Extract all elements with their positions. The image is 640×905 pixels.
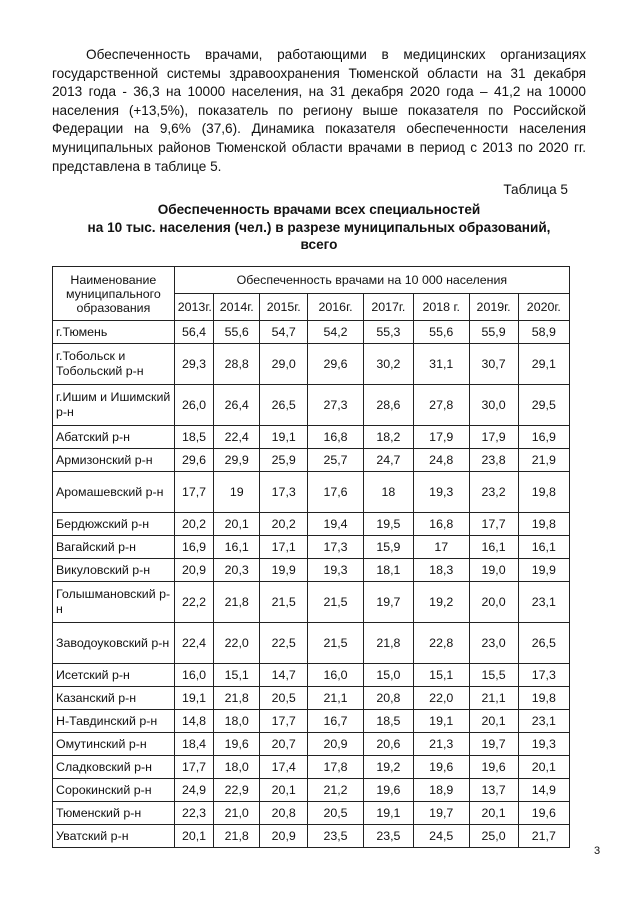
value-cell: 20,7 — [260, 733, 308, 756]
intro-paragraph: Обеспеченность врачами, работающими в медицинских организациях государственной системы здравоохранения Тюменской области на 31 декабря 2013 года - 36,3 на 10000 населения, на 31 декабря 2020 года – 41,2 на 10000 населения (+13,5%), показатель по региону выше показателя по Российской Федерации на 9,6% (37,6). Динамика показателя обеспеченности населения муниципальных районов Тюменской области врачами в период с 2013 по 2020 гг. представлена в таблице 5. — [52, 47, 586, 174]
table-row — [53, 321, 570, 344]
value-cell: 20,1 — [260, 779, 308, 802]
value-cell: 20,1 — [469, 802, 518, 825]
value-cell: 15,5 — [469, 664, 518, 687]
municipality-name-cell: г.Тюмень — [53, 321, 175, 344]
value-cell: 23,2 — [469, 472, 518, 513]
table-row — [53, 687, 570, 710]
value-cell: 20,1 — [214, 513, 260, 536]
doctors-per-capita-table — [52, 266, 570, 848]
value-cell: 15,1 — [413, 664, 469, 687]
year-header: 2018 г. — [413, 294, 469, 321]
value-cell: 21,8 — [214, 687, 260, 710]
table-row — [53, 756, 570, 779]
value-cell: 20,1 — [174, 825, 214, 848]
table-row — [53, 733, 570, 756]
value-cell: 16,8 — [308, 426, 364, 449]
value-cell: 55,6 — [413, 321, 469, 344]
value-cell: 17,7 — [469, 513, 518, 536]
table-row — [53, 802, 570, 825]
value-cell: 20,8 — [260, 802, 308, 825]
value-cell: 17 — [413, 536, 469, 559]
coverage-group-header: Обеспеченность врачами на 10 000 населения — [174, 267, 569, 294]
value-cell: 21,8 — [214, 582, 260, 623]
table-title — [52, 201, 586, 254]
value-cell: 20,9 — [174, 559, 214, 582]
value-cell: 21,3 — [413, 733, 469, 756]
value-cell: 19,9 — [260, 559, 308, 582]
value-cell: 29,1 — [518, 344, 569, 385]
value-cell: 16,7 — [308, 710, 364, 733]
table-row — [53, 426, 570, 449]
value-cell: 19,8 — [518, 472, 569, 513]
municipality-name-cell: Сорокинский р-н — [53, 779, 175, 802]
value-cell: 20,5 — [308, 802, 364, 825]
table-row — [53, 344, 570, 385]
value-cell: 19,1 — [260, 426, 308, 449]
value-cell: 26,5 — [260, 385, 308, 426]
value-cell: 20,3 — [214, 559, 260, 582]
value-cell: 18,5 — [174, 426, 214, 449]
table-row — [53, 710, 570, 733]
value-cell: 17,3 — [308, 536, 364, 559]
value-cell: 21,5 — [260, 582, 308, 623]
value-cell: 19,6 — [469, 756, 518, 779]
value-cell: 19,3 — [413, 472, 469, 513]
value-cell: 21,0 — [214, 802, 260, 825]
value-cell: 30,0 — [469, 385, 518, 426]
value-cell: 26,4 — [214, 385, 260, 426]
year-header: 2014г. — [214, 294, 260, 321]
value-cell: 19,2 — [413, 582, 469, 623]
year-header: 2019г. — [469, 294, 518, 321]
value-cell: 58,9 — [518, 321, 569, 344]
value-cell: 17,1 — [260, 536, 308, 559]
value-cell: 23,5 — [308, 825, 364, 848]
value-cell: 23,8 — [469, 449, 518, 472]
value-cell: 19,8 — [518, 687, 569, 710]
value-cell: 19,6 — [363, 779, 413, 802]
value-cell: 19,3 — [308, 559, 364, 582]
municipality-name-cell: Аромашевский р-н — [53, 472, 175, 513]
value-cell: 20,5 — [260, 687, 308, 710]
value-cell: 29,6 — [308, 344, 364, 385]
value-cell: 26,5 — [518, 623, 569, 664]
year-header: 2017г. — [363, 294, 413, 321]
value-cell: 20,8 — [363, 687, 413, 710]
value-cell: 17,7 — [174, 756, 214, 779]
value-cell: 20,1 — [469, 710, 518, 733]
value-cell: 25,0 — [469, 825, 518, 848]
value-cell: 18,9 — [413, 779, 469, 802]
value-cell: 20,2 — [260, 513, 308, 536]
value-cell: 19 — [214, 472, 260, 513]
value-cell: 16,9 — [174, 536, 214, 559]
value-cell: 16,8 — [413, 513, 469, 536]
value-cell: 15,1 — [214, 664, 260, 687]
value-cell: 23,0 — [469, 623, 518, 664]
value-cell: 56,4 — [174, 321, 214, 344]
value-cell: 15,9 — [363, 536, 413, 559]
value-cell: 20,9 — [308, 733, 364, 756]
value-cell: 19,1 — [363, 802, 413, 825]
municipality-name-cell: Н-Тавдинский р-н — [53, 710, 175, 733]
value-cell: 29,6 — [174, 449, 214, 472]
value-cell: 29,5 — [518, 385, 569, 426]
municipality-name-cell: Казанский р-н — [53, 687, 175, 710]
value-cell: 19,1 — [413, 710, 469, 733]
value-cell: 19,6 — [518, 802, 569, 825]
year-header: 2016г. — [308, 294, 364, 321]
value-cell: 22,5 — [260, 623, 308, 664]
value-cell: 19,7 — [469, 733, 518, 756]
value-cell: 23,1 — [518, 710, 569, 733]
value-cell: 17,3 — [518, 664, 569, 687]
table-row — [53, 449, 570, 472]
value-cell: 19,9 — [518, 559, 569, 582]
value-cell: 27,3 — [308, 385, 364, 426]
value-cell: 23,1 — [518, 582, 569, 623]
value-cell: 18,0 — [214, 756, 260, 779]
value-cell: 18,2 — [363, 426, 413, 449]
table-row — [53, 582, 570, 623]
table-row — [53, 472, 570, 513]
value-cell: 19,0 — [469, 559, 518, 582]
value-cell: 14,7 — [260, 664, 308, 687]
value-cell: 17,9 — [413, 426, 469, 449]
value-cell: 22,9 — [214, 779, 260, 802]
municipality-name-cell: Викуловский р-н — [53, 559, 175, 582]
table-title-line-2: на 10 тыс. населения (чел.) в разрезе муниципальных образований, — [87, 219, 551, 235]
municipality-name-cell: Заводоуковский р-н — [53, 623, 175, 664]
value-cell: 19,6 — [413, 756, 469, 779]
municipality-name-cell: г.Тобольск и Тобольский р-н — [53, 344, 175, 385]
value-cell: 24,9 — [174, 779, 214, 802]
value-cell: 55,6 — [214, 321, 260, 344]
municipality-name-cell: Голышмановский р-н — [53, 582, 175, 623]
table-row — [53, 385, 570, 426]
value-cell: 18,3 — [413, 559, 469, 582]
value-cell: 24,5 — [413, 825, 469, 848]
table-row — [53, 779, 570, 802]
value-cell: 19,6 — [214, 733, 260, 756]
value-cell: 19,7 — [363, 582, 413, 623]
value-cell: 13,7 — [469, 779, 518, 802]
municipality-name-cell: Бердюжский р-н — [53, 513, 175, 536]
year-header: 2013г. — [174, 294, 214, 321]
value-cell: 19,7 — [413, 802, 469, 825]
value-cell: 55,3 — [363, 321, 413, 344]
value-cell: 29,0 — [260, 344, 308, 385]
value-cell: 28,6 — [363, 385, 413, 426]
value-cell: 17,4 — [260, 756, 308, 779]
value-cell: 21,9 — [518, 449, 569, 472]
value-cell: 19,8 — [518, 513, 569, 536]
value-cell: 21,2 — [308, 779, 364, 802]
year-header: 2020г. — [518, 294, 569, 321]
value-cell: 16,9 — [518, 426, 569, 449]
value-cell: 30,7 — [469, 344, 518, 385]
municipality-name-cell: Вагайский р-н — [53, 536, 175, 559]
table-row — [53, 536, 570, 559]
value-cell: 22,0 — [413, 687, 469, 710]
value-cell: 20,2 — [174, 513, 214, 536]
value-cell: 23,5 — [363, 825, 413, 848]
value-cell: 24,8 — [413, 449, 469, 472]
value-cell: 19,5 — [363, 513, 413, 536]
value-cell: 28,8 — [214, 344, 260, 385]
value-cell: 24,7 — [363, 449, 413, 472]
value-cell: 17,8 — [308, 756, 364, 779]
municipality-name-cell: Исетский р-н — [53, 664, 175, 687]
table-row — [53, 825, 570, 848]
value-cell: 16,1 — [518, 536, 569, 559]
value-cell: 21,1 — [308, 687, 364, 710]
value-cell: 19,1 — [174, 687, 214, 710]
value-cell: 22,2 — [174, 582, 214, 623]
value-cell: 17,9 — [469, 426, 518, 449]
value-cell: 54,2 — [308, 321, 364, 344]
value-cell: 19,2 — [363, 756, 413, 779]
municipality-name-cell: Омутинский р-н — [53, 733, 175, 756]
value-cell: 20,6 — [363, 733, 413, 756]
value-cell: 29,9 — [214, 449, 260, 472]
value-cell: 16,0 — [174, 664, 214, 687]
page-number: 3 — [594, 845, 601, 857]
value-cell: 15,0 — [363, 664, 413, 687]
value-cell: 29,3 — [174, 344, 214, 385]
value-cell: 20,1 — [518, 756, 569, 779]
value-cell: 18,1 — [363, 559, 413, 582]
value-cell: 18 — [363, 472, 413, 513]
value-cell: 31,1 — [413, 344, 469, 385]
value-cell: 17,6 — [308, 472, 364, 513]
value-cell: 22,3 — [174, 802, 214, 825]
value-cell: 21,7 — [518, 825, 569, 848]
table-title-line-3: всего — [300, 237, 338, 252]
value-cell: 25,7 — [308, 449, 364, 472]
value-cell: 22,4 — [174, 623, 214, 664]
value-cell: 18,4 — [174, 733, 214, 756]
value-cell: 17,3 — [260, 472, 308, 513]
table-label: Таблица 5 — [503, 182, 568, 197]
municipality-name-cell: Абатский р-н — [53, 426, 175, 449]
value-cell: 18,5 — [363, 710, 413, 733]
value-cell: 22,0 — [214, 623, 260, 664]
municipality-name-cell: Уватский р-н — [53, 825, 175, 848]
value-cell: 54,7 — [260, 321, 308, 344]
value-cell: 25,9 — [260, 449, 308, 472]
value-cell: 17,7 — [260, 710, 308, 733]
value-cell: 14,8 — [174, 710, 214, 733]
table-row — [53, 559, 570, 582]
municipality-name-cell: г.Ишим и Ишимский р-н — [53, 385, 175, 426]
value-cell: 19,3 — [518, 733, 569, 756]
value-cell: 22,8 — [413, 623, 469, 664]
table-row — [53, 623, 570, 664]
value-cell: 55,9 — [469, 321, 518, 344]
value-cell: 16,0 — [308, 664, 364, 687]
value-cell: 19,4 — [308, 513, 364, 536]
table-row — [53, 664, 570, 687]
value-cell: 21,8 — [214, 825, 260, 848]
value-cell: 20,9 — [260, 825, 308, 848]
value-cell: 16,1 — [469, 536, 518, 559]
municipality-name-cell: Сладковский р-н — [53, 756, 175, 779]
value-cell: 21,5 — [308, 582, 364, 623]
value-cell: 21,1 — [469, 687, 518, 710]
value-cell: 26,0 — [174, 385, 214, 426]
value-cell: 27,8 — [413, 385, 469, 426]
value-cell: 30,2 — [363, 344, 413, 385]
value-cell: 16,1 — [214, 536, 260, 559]
value-cell: 22,4 — [214, 426, 260, 449]
municipality-name-cell: Тюменский р-н — [53, 802, 175, 825]
table-row — [53, 513, 570, 536]
value-cell: 20,0 — [469, 582, 518, 623]
value-cell: 14,9 — [518, 779, 569, 802]
value-cell: 21,8 — [363, 623, 413, 664]
table-title-line-1: Обеспеченность врачами всех специальностей — [157, 202, 481, 217]
value-cell: 17,7 — [174, 472, 214, 513]
value-cell: 21,5 — [308, 623, 364, 664]
year-header: 2015г. — [260, 294, 308, 321]
municipality-column-header: Наименование муниципального образования — [53, 267, 175, 321]
municipality-name-cell: Армизонский р-н — [53, 449, 175, 472]
value-cell: 18,0 — [214, 710, 260, 733]
